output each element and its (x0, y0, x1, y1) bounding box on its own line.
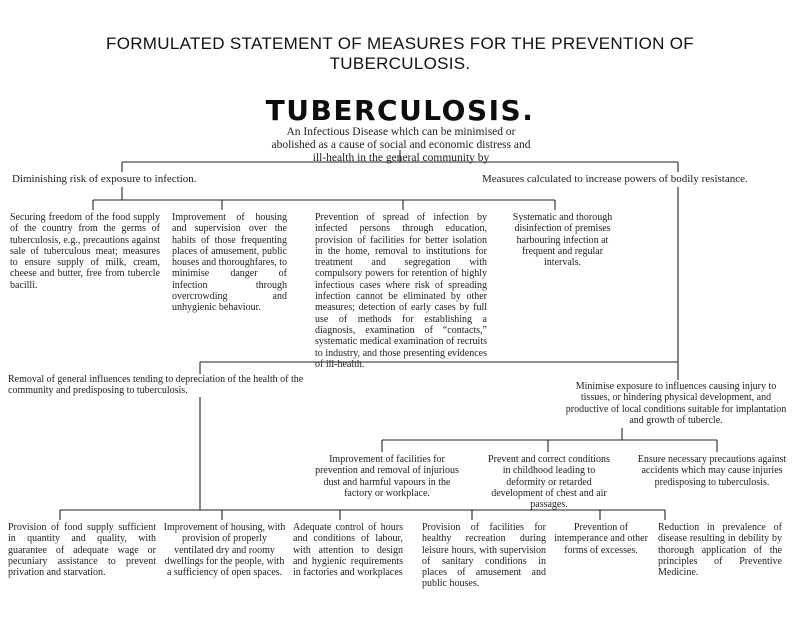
branch-reduce-exposure: Diminishing risk of exposure to infection. (12, 173, 197, 185)
branch-increase-resistance: Measures calculated to increase powers of bodily resistance. (482, 173, 748, 185)
node-accident-precautions: Ensure necessary precautions against accidents which may cause injuries predisposing to tuberculosis. (637, 454, 787, 488)
node-housing-supervision: Improvement of housing and supervision over the habits of those frequenting places of amusement, public houses and thoroughfares, to minimise danger of infection through overcrowding and unhygienic behaviour. (172, 212, 287, 314)
document-title-line-1: FORMULATED STATEMENT OF MEASURES FOR THE PREVENTION OF (106, 34, 694, 53)
node-workplace-dust: Improvement of facilities for prevention and removal of injurious dust and harmful vapours in the factory or workplace. (315, 454, 459, 499)
node-infection-spread-prevention: Prevention of spread of infection by infected persons through education, provision of facilities for better isolation in the home, removal to institutions for treatment and segregation with compulsory powers for retention of highly infectious cases where risk of spreading infection cannot be eliminated by other measures; detection of early cases by full use of methods for establishing a diagnosis, examination of “contacts,” systematic medical examination of recruits to industry, and those presenting evidences of ill-health. (315, 212, 487, 370)
node-minimise-injury: Minimise exposure to influences causing injury to tissues, or hindering physical development, and productive of local conditions suitable for implantation and growth of tubercle. (565, 381, 787, 426)
root-subtitle: An Infectious Disease which can be minimised or abolished as a cause of social and economic distress and ill-health in the general community by (271, 126, 531, 164)
node-childhood-conditions: Prevent and correct conditions in childhood leading to deformity or retarded development of chest and air passages. (488, 454, 610, 511)
node-general-influences: Removal of general influences tending to depreciation of the health of the community and predisposing to tuberculosis. (8, 374, 304, 397)
node-food-supply-freedom: Securing freedom of the food supply of the country from the germs of tuberculosis, e.g., precautions against sale of tuberculous meat; measures to ensure supply of milk, cream, cheese and butter, free from tubercle bacilli. (10, 212, 160, 291)
node-housing-improvement: Improvement of housing, with provision of properly ventilated dry and roomy dwellings for the people, with a sufficiency of open spaces. (163, 522, 286, 579)
document-title-line-2: TUBERCULOSIS. (329, 54, 471, 73)
node-intemperance: Prevention of intemperance and other forms of excesses. (554, 522, 648, 556)
node-food-provision: Provision of food supply sufficient in quantity and quality, with guarantee of adequate wage or pecuniary assistance to prevent privation and starvation. (8, 522, 156, 579)
node-labour-control: Adequate control of hours and conditions of labour, with attention to design and hygienic requirements in factories and workplaces (293, 522, 403, 579)
root-title: TUBERCULOSIS. (265, 94, 535, 127)
node-healthy-recreation: Provision of facilities for healthy recreation during leisure hours, with supervision of sanitary conditions in places of amusement and public houses. (422, 522, 546, 590)
node-disease-reduction: Reduction in prevalence of disease resulting in debility by thorough application of the principles of Preventive Medicine. (658, 522, 782, 579)
node-disinfection: Systematic and thorough disinfection of premises harbouring infection at frequent and regular intervals. (512, 212, 613, 269)
